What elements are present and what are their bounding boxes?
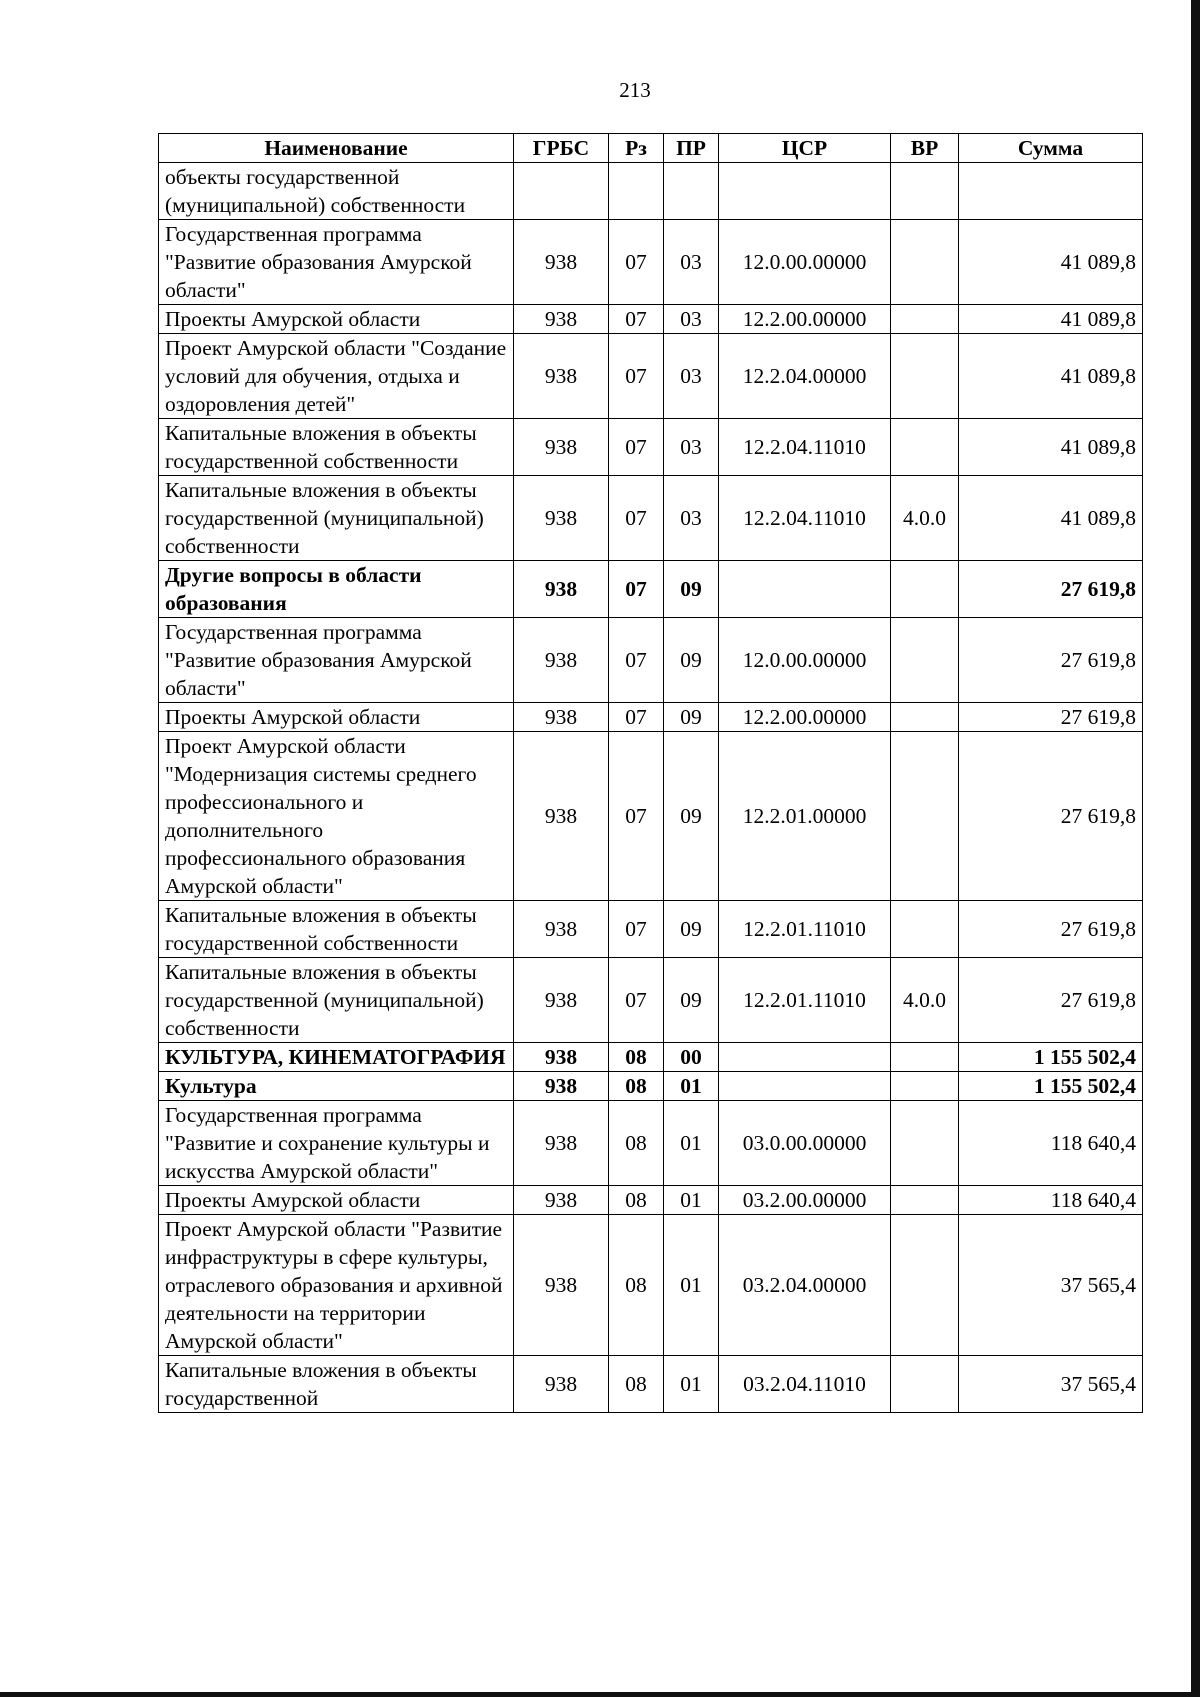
cell-vr [891,305,959,334]
cell-csr: 03.2.04.00000 [719,1215,891,1356]
table-body [159,163,1143,1413]
cell-grbs: 938 [514,703,609,732]
cell-grbs: 938 [514,1072,609,1101]
cell-grbs: 938 [514,958,609,1043]
cell-rz: 07 [609,958,664,1043]
cell-sum: 41 089,8 [959,220,1143,305]
cell-grbs [514,163,609,220]
cell-name: Проект Амурской области "Развитие инфраструктуры в сфере культуры, отраслевого образования и архивной деятельности на территории Амурской области" [159,1215,514,1356]
cell-csr: 12.0.00.00000 [719,618,891,703]
cell-pr: 09 [664,618,719,703]
cell-name: Государственная программа "Развитие образования Амурской области" [159,618,514,703]
cell-grbs: 938 [514,1043,609,1072]
table-row [159,618,1143,703]
cell-rz: 07 [609,476,664,561]
cell-rz: 08 [609,1101,664,1186]
cell-sum: 27 619,8 [959,901,1143,958]
cell-sum: 37 565,4 [959,1215,1143,1356]
cell-vr: 4.0.0 [891,476,959,561]
scan-edge-bottom [0,1692,1200,1697]
cell-rz [609,163,664,220]
cell-pr: 00 [664,1043,719,1072]
header-sum: Сумма [959,134,1143,163]
cell-grbs: 938 [514,1356,609,1413]
cell-pr: 09 [664,958,719,1043]
cell-vr [891,163,959,220]
cell-vr: 4.0.0 [891,958,959,1043]
cell-sum: 27 619,8 [959,732,1143,901]
table-row [159,958,1143,1043]
cell-sum [959,163,1143,220]
cell-pr: 01 [664,1186,719,1215]
header-grbs: ГРБС [514,134,609,163]
table-row [159,1043,1143,1072]
cell-name: Другие вопросы в области образования [159,561,514,618]
cell-pr: 03 [664,220,719,305]
cell-name: Капитальные вложения в объекты государственной собственности [159,419,514,476]
cell-grbs: 938 [514,618,609,703]
header-rz: Рз [609,134,664,163]
cell-csr: 03.2.00.00000 [719,1186,891,1215]
cell-rz: 08 [609,1356,664,1413]
cell-pr: 03 [664,476,719,561]
cell-rz: 07 [609,901,664,958]
cell-csr: 03.2.04.11010 [719,1356,891,1413]
cell-grbs: 938 [514,220,609,305]
cell-name: Проекты Амурской области [159,305,514,334]
table-row [159,334,1143,419]
cell-sum: 27 619,8 [959,618,1143,703]
cell-pr: 03 [664,334,719,419]
cell-vr [891,703,959,732]
cell-sum: 27 619,8 [959,561,1143,618]
cell-grbs: 938 [514,732,609,901]
cell-sum: 37 565,4 [959,1356,1143,1413]
cell-vr [891,732,959,901]
cell-vr [891,334,959,419]
cell-pr [664,163,719,220]
cell-rz: 08 [609,1072,664,1101]
cell-pr: 09 [664,561,719,618]
cell-pr: 09 [664,732,719,901]
table-row [159,1101,1143,1186]
cell-rz: 07 [609,618,664,703]
cell-sum: 1 155 502,4 [959,1072,1143,1101]
cell-name: КУЛЬТУРА, КИНЕМАТОГРАФИЯ [159,1043,514,1072]
cell-csr: 12.0.00.00000 [719,220,891,305]
cell-rz: 08 [609,1043,664,1072]
cell-pr: 01 [664,1215,719,1356]
cell-rz: 08 [609,1215,664,1356]
cell-vr [891,1356,959,1413]
cell-name: Капитальные вложения в объекты государственной (муниципальной) собственности [159,476,514,561]
cell-vr [891,220,959,305]
cell-grbs: 938 [514,334,609,419]
cell-vr [891,901,959,958]
cell-name: Проекты Амурской области [159,1186,514,1215]
cell-csr: 12.2.01.00000 [719,732,891,901]
cell-csr [719,163,891,220]
cell-csr [719,1072,891,1101]
cell-rz: 07 [609,732,664,901]
cell-pr: 03 [664,305,719,334]
cell-name: объекты государственной (муниципальной) собственности [159,163,514,220]
cell-grbs: 938 [514,305,609,334]
cell-rz: 07 [609,334,664,419]
cell-vr [891,1101,959,1186]
cell-vr [891,1186,959,1215]
cell-name: Проекты Амурской области [159,703,514,732]
cell-rz: 07 [609,561,664,618]
table-row [159,703,1143,732]
table-row [159,1186,1143,1215]
cell-csr: 12.2.00.00000 [719,703,891,732]
header-vr: ВР [891,134,959,163]
cell-csr: 03.0.00.00000 [719,1101,891,1186]
cell-csr: 12.2.04.11010 [719,419,891,476]
cell-grbs: 938 [514,1101,609,1186]
cell-csr: 12.2.01.11010 [719,901,891,958]
page-number: 213 [619,78,651,102]
scan-edge-right [1191,0,1200,1697]
table-row [159,732,1143,901]
cell-pr: 09 [664,901,719,958]
cell-csr: 12.2.04.11010 [719,476,891,561]
cell-rz: 08 [609,1186,664,1215]
cell-grbs: 938 [514,476,609,561]
table-row [159,901,1143,958]
table-row [159,419,1143,476]
cell-csr: 12.2.01.11010 [719,958,891,1043]
table-row [159,1072,1143,1101]
cell-grbs: 938 [514,419,609,476]
cell-vr [891,618,959,703]
table-row [159,220,1143,305]
cell-name: Капитальные вложения в объекты государственной [159,1356,514,1413]
cell-name: Проект Амурской области "Модернизация системы среднего профессионального и дополнительного профессионального образования Амурской области" [159,732,514,901]
cell-rz: 07 [609,419,664,476]
budget-table [158,133,1143,1413]
table-row [159,1356,1143,1413]
cell-csr [719,1043,891,1072]
cell-vr [891,1215,959,1356]
cell-vr [891,1043,959,1072]
cell-csr: 12.2.04.00000 [719,334,891,419]
cell-csr [719,561,891,618]
table-row [159,1215,1143,1356]
cell-sum: 41 089,8 [959,334,1143,419]
cell-name: Проект Амурской области "Создание условий для обучения, отдыха и оздоровления детей" [159,334,514,419]
cell-name: Капитальные вложения в объекты государственной (муниципальной) собственности [159,958,514,1043]
cell-rz: 07 [609,220,664,305]
cell-sum: 41 089,8 [959,305,1143,334]
cell-sum: 1 155 502,4 [959,1043,1143,1072]
cell-sum: 27 619,8 [959,958,1143,1043]
table-header-row [159,134,1143,163]
cell-grbs: 938 [514,1215,609,1356]
cell-pr: 03 [664,419,719,476]
cell-rz: 07 [609,703,664,732]
cell-sum: 118 640,4 [959,1101,1143,1186]
cell-pr: 01 [664,1356,719,1413]
table-row [159,561,1143,618]
cell-name: Государственная программа "Развитие образования Амурской области" [159,220,514,305]
cell-vr [891,1072,959,1101]
table-row [159,476,1143,561]
cell-name: Культура [159,1072,514,1101]
cell-sum: 118 640,4 [959,1186,1143,1215]
table-row [159,305,1143,334]
cell-name: Капитальные вложения в объекты государственной собственности [159,901,514,958]
cell-name: Государственная программа "Развитие и сохранение культуры и искусства Амурской области" [159,1101,514,1186]
cell-vr [891,419,959,476]
cell-vr [891,561,959,618]
header-name: Наименование [159,134,514,163]
cell-sum: 27 619,8 [959,703,1143,732]
cell-pr: 01 [664,1072,719,1101]
header-csr: ЦСР [719,134,891,163]
cell-csr: 12.2.00.00000 [719,305,891,334]
cell-sum: 41 089,8 [959,419,1143,476]
cell-grbs: 938 [514,561,609,618]
table-row [159,163,1143,220]
cell-sum: 41 089,8 [959,476,1143,561]
cell-grbs: 938 [514,1186,609,1215]
cell-pr: 01 [664,1101,719,1186]
header-pr: ПР [664,134,719,163]
cell-grbs: 938 [514,901,609,958]
cell-rz: 07 [609,305,664,334]
cell-pr: 09 [664,703,719,732]
